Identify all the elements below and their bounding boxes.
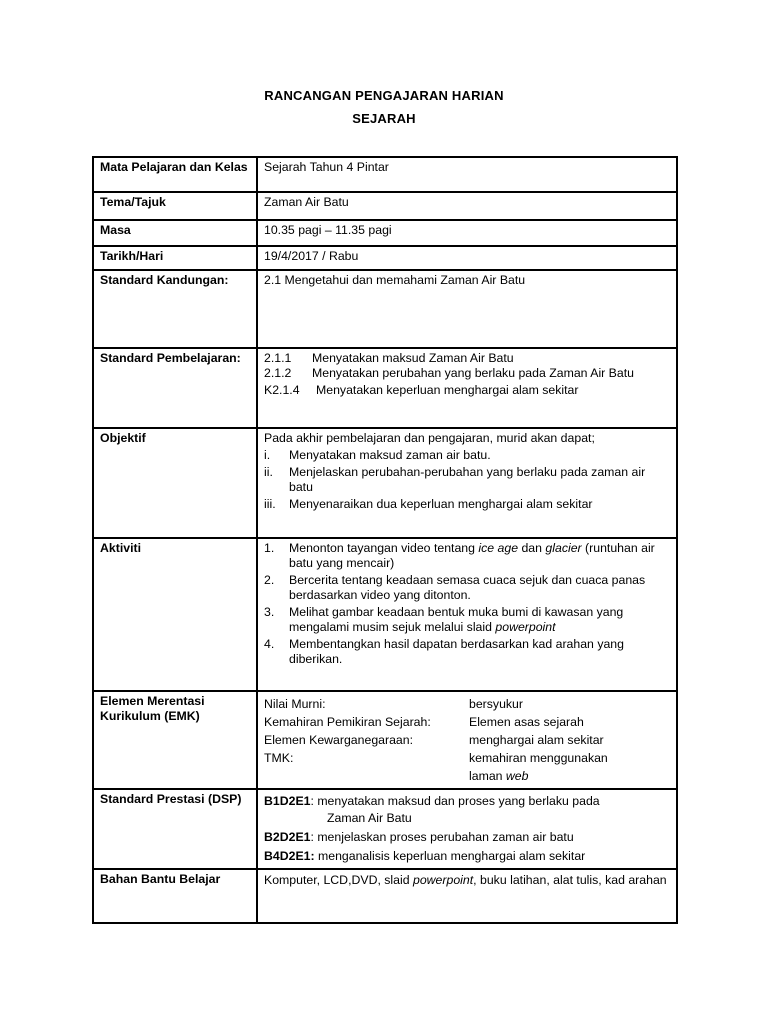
- lesson-plan-table: [92, 156, 678, 924]
- row-aktiviti: [93, 538, 677, 691]
- value-emk: [257, 691, 677, 789]
- label-dsp: Standard Prestasi (DSP): [93, 789, 257, 869]
- row-bbb: [93, 869, 677, 923]
- label-aktiviti: Aktiviti: [93, 538, 257, 691]
- emk-item: Kemahiran Pemikiran Sejarah: Elemen asas sejarah: [264, 715, 584, 729]
- value-dsp: B1D2E1: menyatakan maksud dan proses yang berlaku pada Zaman Air Batu B2D2E1: menjelaskan proses perubahan zaman air batu B4D2E1: menganalisis keperluan menghargai alam sekitar: [257, 789, 677, 869]
- objektif-intro: Pada akhir pembelajaran dan pengajaran, murid akan dapat;: [264, 431, 595, 445]
- value-masa: 10.35 pagi – 11.35 pagi: [257, 220, 677, 246]
- value-standard-kandungan: 2.1 Mengetahui dan memahami Zaman Air Batu: [257, 270, 677, 348]
- dsp-item: B4D2E1: menganalisis keperluan menghargai alam sekitar: [264, 849, 586, 863]
- aktiviti-item: 2. Bercerita tentang keadaan semasa cuaca sejuk dan cuaca panas berdasarkan video yang ditonton.: [264, 573, 646, 602]
- emk-item: TMK: kemahiran menggunakan laman web: [264, 751, 608, 783]
- label-masa: Masa: [93, 220, 257, 246]
- label-tema: Tema/Tajuk: [93, 192, 257, 220]
- label-tarikh: Tarikh/Hari: [93, 246, 257, 270]
- sp-item: 2.1.1 Menyatakan maksud Zaman Air Batu: [264, 351, 514, 365]
- objektif-item: iii. Menyenaraikan dua keperluan menghargai alam sekitar: [264, 497, 593, 511]
- label-objektif: Objektif: [93, 428, 257, 538]
- value-standard-pembelajaran: [257, 348, 677, 428]
- row-emk: [93, 691, 677, 789]
- emk-item: Nilai Murni: bersyukur: [264, 697, 523, 711]
- value-tarikh: 19/4/2017 / Rabu: [257, 246, 677, 270]
- dsp-item: B2D2E1: menjelaskan proses perubahan zaman air batu: [264, 830, 574, 844]
- row-mata-pelajaran: [93, 157, 677, 192]
- dsp-item: B1D2E1: menyatakan maksud dan proses yang berlaku pada: [264, 794, 600, 808]
- row-standard-kandungan: [93, 270, 677, 348]
- emk-item: Elemen Kewarganegaraan: menghargai alam sekitar: [264, 733, 604, 747]
- document-subject: SEJARAH: [352, 111, 416, 126]
- document-title: RANCANGAN PENGAJARAN HARIAN: [264, 88, 504, 103]
- value-objektif: [257, 428, 677, 538]
- row-dsp: [93, 789, 677, 869]
- value-bbb: Komputer, LCD,DVD, slaid powerpoint, buku latihan, alat tulis, kad arahan: [257, 869, 677, 923]
- label-standard-kandungan: Standard Kandungan:: [93, 270, 257, 348]
- row-objektif: [93, 428, 677, 538]
- label-bbb: Bahan Bantu Belajar: [93, 869, 257, 923]
- aktiviti-item: 3. Melihat gambar keadaan bentuk muka bumi di kawasan yang mengalami musim sejuk melalui slaid powerpoint: [264, 605, 624, 634]
- sp-item: K2.1.4 Menyatakan keperluan menghargai alam sekitar: [264, 383, 579, 397]
- row-standard-pembelajaran: [93, 348, 677, 428]
- row-tema: [93, 192, 677, 220]
- value-aktiviti: [257, 538, 677, 691]
- sp-item: 2.1.2 Menyatakan perubahan yang berlaku pada Zaman Air Batu: [264, 366, 634, 380]
- objektif-item: ii. Menjelaskan perubahan-perubahan yang berlaku pada zaman air batu: [264, 465, 646, 494]
- label-mata-pelajaran: Mata Pelajaran dan Kelas: [93, 157, 257, 192]
- row-tarikh: [93, 246, 677, 270]
- aktiviti-item: 4. Membentangkan hasil dapatan berdasarkan kad arahan yang diberikan.: [264, 637, 624, 666]
- row-masa: [93, 220, 677, 246]
- value-tema: Zaman Air Batu: [257, 192, 677, 220]
- objektif-item: i. Menyatakan maksud zaman air batu.: [264, 448, 491, 462]
- label-emk: Elemen Merentasi Kurikulum (EMK): [93, 691, 257, 789]
- aktiviti-item: 1. Menonton tayangan video tentang ice age dan glacier (runtuhan air batu yang mencair): [264, 541, 655, 570]
- label-standard-pembelajaran: Standard Pembelajaran:: [93, 348, 257, 428]
- value-mata-pelajaran: Sejarah Tahun 4 Pintar: [257, 157, 677, 192]
